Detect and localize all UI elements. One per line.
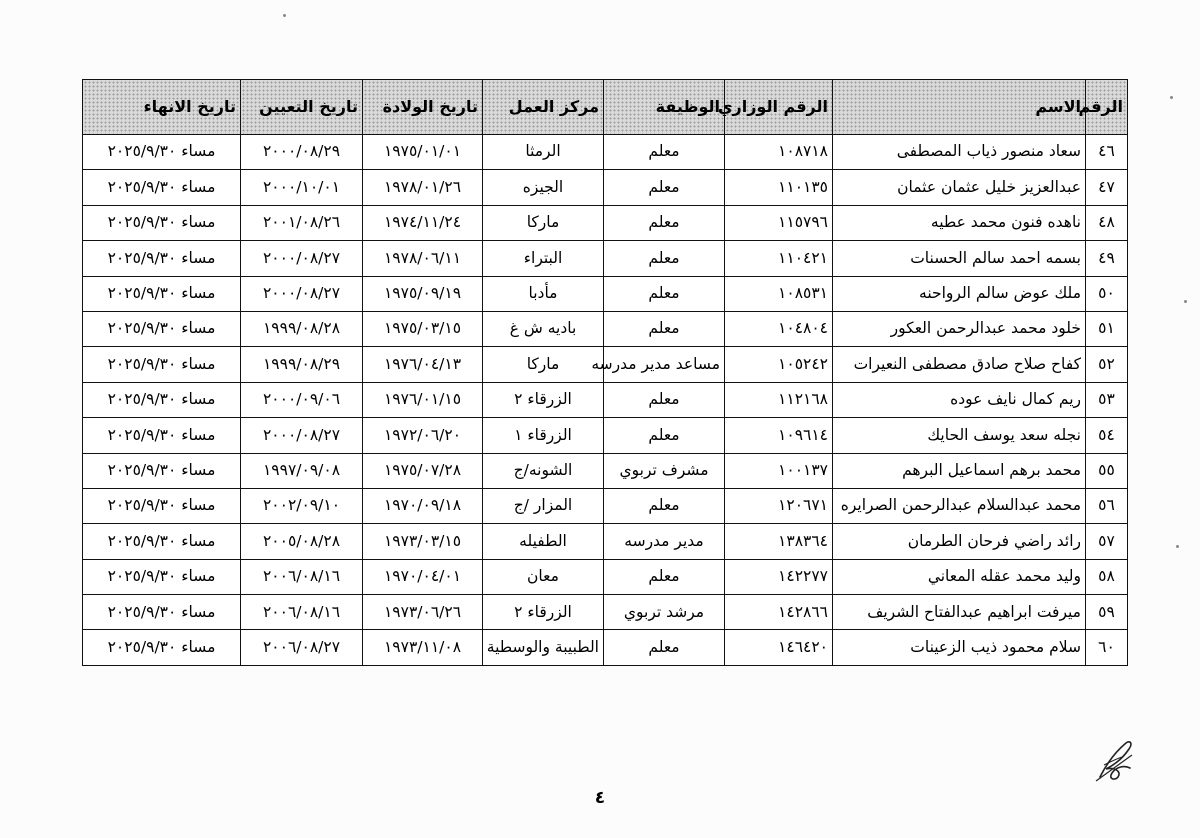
cell-end-date: مساء ٢٠٢٥/٩/٣٠ [83, 630, 241, 665]
cell-birth-date: ١٩٧٣/٠٣/١٥ [363, 524, 483, 559]
cell-ministry-id: ١٠٤٨٠٤ [725, 311, 833, 346]
cell-name: عبدالعزيز خليل عثمان عثمان [833, 170, 1086, 205]
cell-ministry-id: ١٠٨٥٣١ [725, 276, 833, 311]
cell-num: ٥٧ [1086, 524, 1128, 559]
cell-work-center: الزرقاء ١ [483, 418, 604, 453]
cell-num: ٥٠ [1086, 276, 1128, 311]
cell-birth-date: ١٩٧٤/١١/٢٤ [363, 205, 483, 240]
cell-appointment-date: ٢٠٠٠/٠٨/٢٧ [241, 241, 363, 276]
table-row [83, 135, 1128, 170]
cell-appointment-date: ٢٠٠٢/٠٩/١٠ [241, 488, 363, 523]
table-row [83, 418, 1128, 453]
cell-end-date: مساء ٢٠٢٥/٩/٣٠ [83, 488, 241, 523]
cell-birth-date: ١٩٧٥/٠٣/١٥ [363, 311, 483, 346]
table-row [83, 524, 1128, 559]
cell-job: معلم [604, 241, 725, 276]
cell-num: ٥٢ [1086, 347, 1128, 382]
cell-ministry-id: ١٢٠٦٧١ [725, 488, 833, 523]
cell-job: معلم [604, 418, 725, 453]
table-row [83, 276, 1128, 311]
cell-job: مدير مدرسه [604, 524, 725, 559]
cell-ministry-id: ١١٢١٦٨ [725, 382, 833, 417]
cell-end-date: مساء ٢٠٢٥/٩/٣٠ [83, 135, 241, 170]
cell-work-center: البتراء [483, 241, 604, 276]
cell-end-date: مساء ٢٠٢٥/٩/٣٠ [83, 311, 241, 346]
cell-birth-date: ١٩٧٥/٠٩/١٩ [363, 276, 483, 311]
cell-name: ناهده فنون محمد عطيه [833, 205, 1086, 240]
cell-work-center: المزار /ج [483, 488, 604, 523]
cell-name: محمد برهم اسماعيل البرهم [833, 453, 1086, 488]
cell-end-date: مساء ٢٠٢٥/٩/٣٠ [83, 170, 241, 205]
cell-work-center: ماركا [483, 347, 604, 382]
cell-work-center: باديه ش غ [483, 311, 604, 346]
cell-end-date: مساء ٢٠٢٥/٩/٣٠ [83, 595, 241, 630]
cell-work-center: مأدبا [483, 276, 604, 311]
cell-name: نجله سعد يوسف الحايك [833, 418, 1086, 453]
cell-birth-date: ١٩٧٠/٠٤/٠١ [363, 559, 483, 594]
cell-ministry-id: ١٤٦٤٢٠ [725, 630, 833, 665]
retirement-roster-table [82, 79, 1128, 666]
cell-birth-date: ١٩٧٨/٠١/٢٦ [363, 170, 483, 205]
cell-num: ٤٧ [1086, 170, 1128, 205]
cell-name: ملك عوض سالم الرواحنه [833, 276, 1086, 311]
cell-name: ريم كمال نايف عوده [833, 382, 1086, 417]
cell-num: ٥٥ [1086, 453, 1128, 488]
scan-speck [1184, 300, 1187, 303]
table-row [83, 205, 1128, 240]
cell-num: ٥٦ [1086, 488, 1128, 523]
cell-appointment-date: ٢٠٠٦/٠٨/١٦ [241, 559, 363, 594]
cell-birth-date: ١٩٧٣/٠٦/٢٦ [363, 595, 483, 630]
table-body [83, 135, 1128, 666]
cell-num: ٥٩ [1086, 595, 1128, 630]
scan-speck [1170, 96, 1173, 99]
cell-appointment-date: ١٩٩٩/٠٨/٢٨ [241, 311, 363, 346]
cell-num: ٦٠ [1086, 630, 1128, 665]
cell-job: معلم [604, 382, 725, 417]
table-row [83, 347, 1128, 382]
cell-job: معلم [604, 205, 725, 240]
table-row [83, 311, 1128, 346]
cell-name: سلام محمود ذيب الزعينات [833, 630, 1086, 665]
cell-name: كفاح صلاح صادق مصطفى النعيرات [833, 347, 1086, 382]
cell-work-center: الرمثا [483, 135, 604, 170]
cell-appointment-date: ٢٠٠٦/٠٨/١٦ [241, 595, 363, 630]
header-work-center: مركز العمل [483, 80, 604, 135]
cell-birth-date: ١٩٧٣/١١/٠٨ [363, 630, 483, 665]
cell-work-center: الزرقاء ٢ [483, 382, 604, 417]
cell-end-date: مساء ٢٠٢٥/٩/٣٠ [83, 205, 241, 240]
cell-ministry-id: ١٠٠١٣٧ [725, 453, 833, 488]
cell-birth-date: ١٩٧٥/٠٧/٢٨ [363, 453, 483, 488]
cell-work-center: الزرقاء ٢ [483, 595, 604, 630]
cell-num: ٤٦ [1086, 135, 1128, 170]
cell-name: سعاد منصور ذياب المصطفى [833, 135, 1086, 170]
table-row [83, 559, 1128, 594]
cell-end-date: مساء ٢٠٢٥/٩/٣٠ [83, 453, 241, 488]
cell-name: وليد محمد عقله المعاني [833, 559, 1086, 594]
table-row [83, 453, 1128, 488]
cell-ministry-id: ١٠٩٦١٤ [725, 418, 833, 453]
table-row [83, 241, 1128, 276]
cell-appointment-date: ٢٠٠٥/٠٨/٢٨ [241, 524, 363, 559]
cell-job: معلم [604, 311, 725, 346]
cell-appointment-date: ٢٠٠٠/٠٩/٠٦ [241, 382, 363, 417]
cell-end-date: مساء ٢٠٢٥/٩/٣٠ [83, 241, 241, 276]
cell-birth-date: ١٩٧٢/٠٦/٢٠ [363, 418, 483, 453]
cell-ministry-id: ١٤٢٢٧٧ [725, 559, 833, 594]
cell-name: خلود محمد عبدالرحمن العكور [833, 311, 1086, 346]
cell-birth-date: ١٩٧٦/٠٤/١٣ [363, 347, 483, 382]
cell-appointment-date: ٢٠٠٠/١٠/٠١ [241, 170, 363, 205]
cell-appointment-date: ٢٠٠١/٠٨/٢٦ [241, 205, 363, 240]
cell-appointment-date: ١٩٩٧/٠٩/٠٨ [241, 453, 363, 488]
table-row [83, 630, 1128, 665]
cell-job: معلم [604, 630, 725, 665]
cell-ministry-id: ١١٥٧٩٦ [725, 205, 833, 240]
cell-appointment-date: ١٩٩٩/٠٨/٢٩ [241, 347, 363, 382]
cell-ministry-id: ١٤٢٨٦٦ [725, 595, 833, 630]
cell-work-center: الطبيبة والوسطية [483, 630, 604, 665]
cell-name: محمد عبدالسلام عبدالرحمن الصرايره [833, 488, 1086, 523]
cell-work-center: ماركا [483, 205, 604, 240]
cell-birth-date: ١٩٧٠/٠٩/١٨ [363, 488, 483, 523]
cell-work-center: الجيزه [483, 170, 604, 205]
cell-num: ٥٤ [1086, 418, 1128, 453]
cell-name: ميرفت ابراهيم عبدالفتاح الشريف [833, 595, 1086, 630]
cell-name: بسمه احمد سالم الحسنات [833, 241, 1086, 276]
cell-end-date: مساء ٢٠٢٥/٩/٣٠ [83, 382, 241, 417]
cell-job: مساعد مدير مدرسه [604, 347, 725, 382]
table-row [83, 382, 1128, 417]
table-row [83, 595, 1128, 630]
cell-appointment-date: ٢٠٠٦/٠٨/٢٧ [241, 630, 363, 665]
scan-speck [283, 14, 286, 17]
header-end-date: تاريخ الانهاء [83, 80, 241, 135]
cell-work-center: معان [483, 559, 604, 594]
cell-num: ٤٩ [1086, 241, 1128, 276]
cell-num: ٥٨ [1086, 559, 1128, 594]
cell-job: معلم [604, 488, 725, 523]
cell-job: معلم [604, 170, 725, 205]
cell-appointment-date: ٢٠٠٠/٠٨/٢٧ [241, 276, 363, 311]
cell-end-date: مساء ٢٠٢٥/٩/٣٠ [83, 418, 241, 453]
header-ministry-id: الرقم الوزاري [725, 80, 833, 135]
cell-num: ٥٣ [1086, 382, 1128, 417]
cell-job: مرشد تربوي [604, 595, 725, 630]
table-header-row [83, 80, 1128, 135]
cell-ministry-id: ١٣٨٣٦٤ [725, 524, 833, 559]
header-num: الرقم [1086, 80, 1128, 135]
cell-birth-date: ١٩٧٨/٠٦/١١ [363, 241, 483, 276]
header-name: الاسم [833, 80, 1086, 135]
cell-ministry-id: ١١٠١٣٥ [725, 170, 833, 205]
cell-work-center: الشونه/ج [483, 453, 604, 488]
cell-birth-date: ١٩٧٥/٠١/٠١ [363, 135, 483, 170]
table-row [83, 488, 1128, 523]
cell-ministry-id: ١٠٨٧١٨ [725, 135, 833, 170]
cell-appointment-date: ٢٠٠٠/٠٨/٢٩ [241, 135, 363, 170]
cell-appointment-date: ٢٠٠٠/٠٨/٢٧ [241, 418, 363, 453]
cell-num: ٤٨ [1086, 205, 1128, 240]
cell-birth-date: ١٩٧٦/٠١/١٥ [363, 382, 483, 417]
cell-work-center: الطفيله [483, 524, 604, 559]
header-job: الوظيفة [604, 80, 725, 135]
page-number: ٤ [594, 788, 606, 808]
cell-name: رائد راضي فرحان الطرمان [833, 524, 1086, 559]
cell-end-date: مساء ٢٠٢٥/٩/٣٠ [83, 524, 241, 559]
cell-end-date: مساء ٢٠٢٥/٩/٣٠ [83, 559, 241, 594]
header-appointment-date: تاريخ التعيين [241, 80, 363, 135]
cell-end-date: مساء ٢٠٢٥/٩/٣٠ [83, 276, 241, 311]
cell-job: معلم [604, 276, 725, 311]
cell-job: معلم [604, 135, 725, 170]
cell-job: مشرف تربوي [604, 453, 725, 488]
cell-job: معلم [604, 559, 725, 594]
scan-speck [1176, 545, 1179, 548]
cell-ministry-id: ١١٠٤٢١ [725, 241, 833, 276]
cell-end-date: مساء ٢٠٢٥/٩/٣٠ [83, 347, 241, 382]
header-birth-date: تاريخ الولادة [363, 80, 483, 135]
cell-num: ٥١ [1086, 311, 1128, 346]
table-row [83, 170, 1128, 205]
signature-icon [1092, 735, 1138, 785]
cell-ministry-id: ١٠٥٢٤٢ [725, 347, 833, 382]
